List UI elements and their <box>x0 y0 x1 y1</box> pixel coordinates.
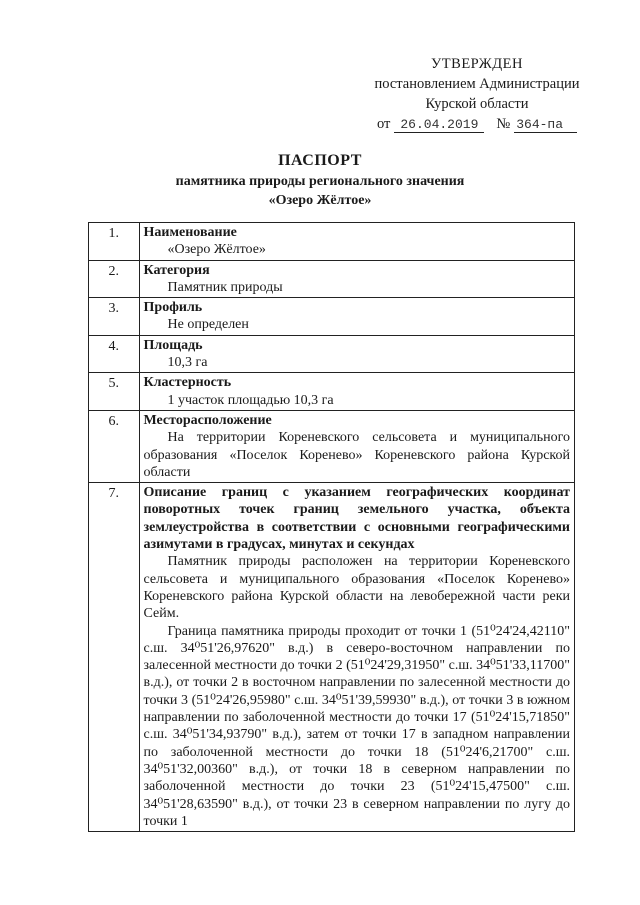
document-heading <box>0 150 640 210</box>
row-value: На территории Кореневского сельсовета и муниципального образования «Поселок Коренево» Кореневского района Курской области <box>143 430 570 480</box>
row-content <box>139 298 574 336</box>
document-subtitle-1: памятника природы регионального значения <box>175 174 465 189</box>
passport-table <box>88 222 575 832</box>
row-content <box>139 373 574 411</box>
row-number: 7. <box>89 483 140 832</box>
row-value: 1 участок площадью 10,3 га <box>167 392 334 408</box>
row-value: 10,3 га <box>167 355 208 371</box>
row-label: Наименование <box>143 225 237 240</box>
row-value: Памятник природы <box>167 279 283 295</box>
document-title: ПАСПОРТ <box>278 152 362 169</box>
row-label: Профиль <box>143 300 203 316</box>
approval-line-2: Курской области <box>425 96 529 112</box>
table-row <box>89 335 575 373</box>
row-number: 4. <box>89 335 140 373</box>
table-row <box>89 223 575 261</box>
approval-number: 364-па <box>514 117 577 133</box>
row-label: Площадь <box>143 337 203 353</box>
table-row <box>89 260 575 298</box>
row-paragraph-1: Памятник природы расположен на территории Кореневского сельсовета и муниципального образования «Поселок Коренево» Кореневского района Курской области на левобережной части реки Сейм. <box>143 554 570 622</box>
row-content <box>139 260 574 298</box>
table-row <box>89 298 575 336</box>
row-number: 3. <box>89 298 140 336</box>
approval-title: УТВЕРЖДЕН <box>431 56 523 72</box>
approval-block <box>352 54 602 134</box>
row-label: Кластерность <box>143 375 232 391</box>
row-content <box>139 410 574 482</box>
table-row <box>89 373 575 411</box>
approval-date: 26.04.2019 <box>394 117 484 133</box>
row-value: Не определен <box>167 317 249 333</box>
table-row <box>89 410 575 482</box>
row-content <box>139 335 574 373</box>
row-content <box>139 223 574 261</box>
row-number: 5. <box>89 373 140 411</box>
approval-date-line <box>352 114 602 134</box>
row-number: 1. <box>89 223 140 261</box>
row-number: 6. <box>89 410 140 482</box>
row-content <box>139 483 574 832</box>
row-value: «Озеро Жёлтое» <box>167 242 266 258</box>
document-subtitle-2: «Озеро Жёлтое» <box>268 193 372 208</box>
row-label: Месторасположение <box>143 412 272 428</box>
row-number: 2. <box>89 260 140 298</box>
row-label: Описание границ с указанием географических координат поворотных точек границ земельного участка, объекта землеустройства в соответствии с основными географическими азимутами в градусах, минутах и секундах <box>143 485 570 553</box>
date-prefix: от <box>376 116 391 132</box>
row-label: Категория <box>143 262 210 278</box>
approval-line-1: постановлением Администрации <box>374 76 580 92</box>
table-row <box>89 483 575 832</box>
row-paragraph-2: Граница памятника природы проходит от точки 1 (51⁰24'24,42110" с.ш. 34⁰51'26,97620" в.д.) в северо-восточном направлении по залесенной местности до точки 2 (51⁰24'29,31950" с.ш. 34⁰51'33,11700" в.д.), от точки 2 в восточном направлении по залесенной местности до точки 3 (51⁰24'26,95980" с.ш. 34⁰51'39,59930" в.д.), от точки 3 в южном направлении по заболоченной местности до точки 17 (51⁰24'15,71850" с.ш. 34⁰51'34,93790" в.д.), затем от точки 17 в западном направлении по заболоченной местности до точки 18 (51⁰24'6,21700" с.ш. 34⁰51'32,00360" в.д.), от точки 18 в северном направлении по заболоченной местности до точки 23 (51⁰24'15,47500" с.ш. 34⁰51'28,63590" в.д.), от точки 23 в северном направлении по лугу до точки 1 <box>143 623 570 829</box>
number-prefix: № <box>496 116 511 132</box>
